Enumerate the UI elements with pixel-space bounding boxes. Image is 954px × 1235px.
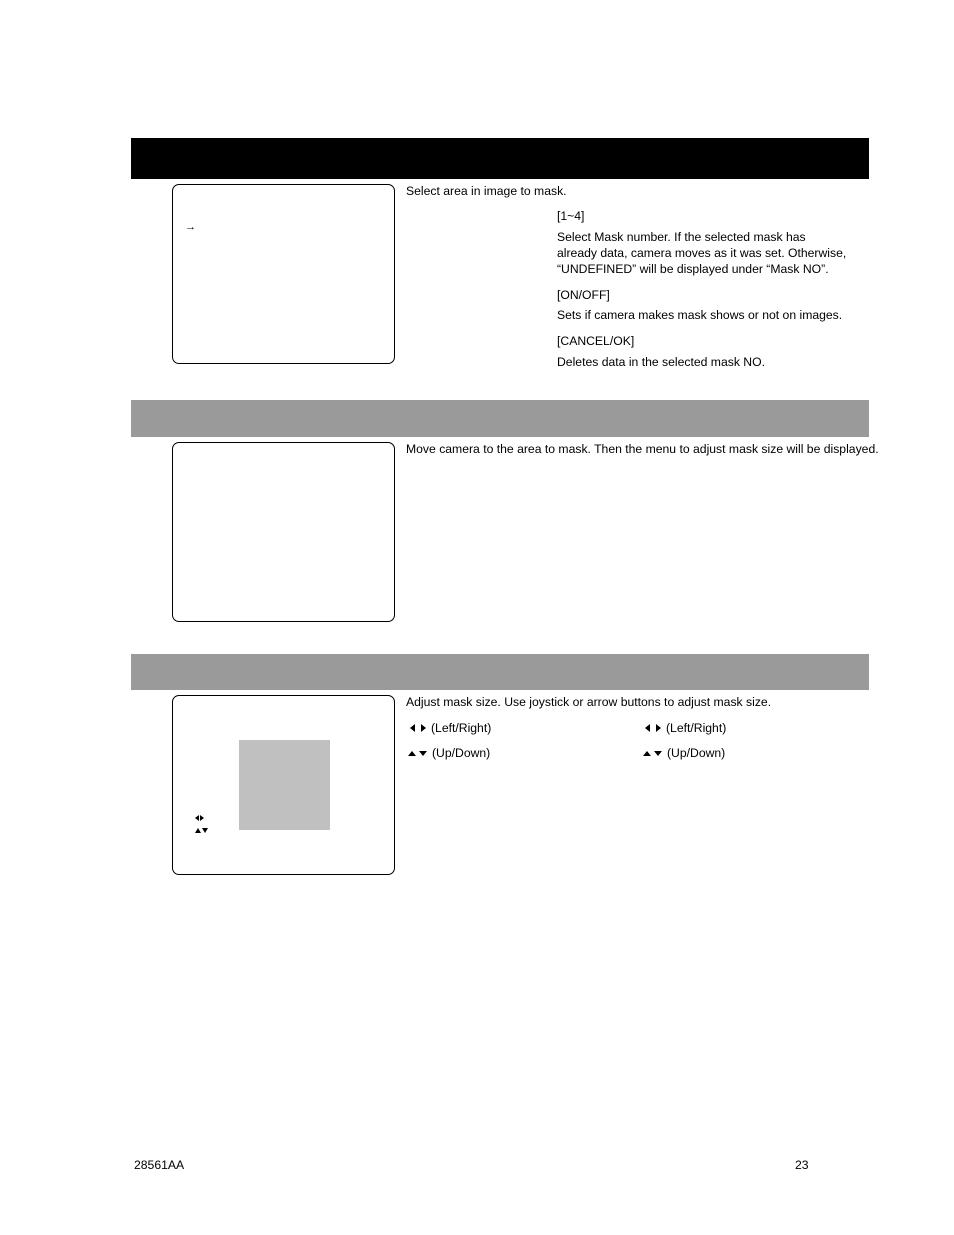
left-arrow-icon <box>410 724 415 732</box>
section2-description: Move camera to the area to mask. Then the menu to adjust mask size will be displayed. <box>406 442 879 456</box>
osd-screen-mask-size <box>172 695 395 875</box>
footer-doc-code: 28561AA <box>134 1158 185 1172</box>
control-label: (Left/Right) <box>666 721 727 735</box>
mask-area <box>239 740 330 830</box>
osd-screen-move-camera <box>172 442 395 622</box>
control-label: (Left/Right) <box>431 721 492 735</box>
control-left-right <box>410 720 491 736</box>
footer-page-number: 23 <box>795 1158 809 1172</box>
section-header-bar <box>131 400 869 437</box>
up-arrow-icon <box>408 751 416 756</box>
option-label-on-off: [ON/OFF] <box>557 288 610 302</box>
option-text-on-off: Sets if camera makes mask shows or not on images. <box>557 308 843 322</box>
cursor-arrow-icon: → <box>185 221 196 233</box>
down-arrow-icon <box>419 751 427 756</box>
left-right-arrows-icon <box>195 813 204 822</box>
control-label: (Up/Down) <box>432 746 491 760</box>
control-label: (Up/Down) <box>667 746 726 760</box>
left-arrow-icon <box>645 724 650 732</box>
section3-description: Adjust mask size. Use joystick or arrow buttons to adjust mask size. <box>406 695 772 709</box>
option-label-cancel-ok: [CANCEL/OK] <box>557 334 635 348</box>
down-arrow-icon <box>654 751 662 756</box>
section-header-bar <box>131 654 869 690</box>
section1-description: Select area in image to mask. <box>406 184 567 198</box>
control-up-down <box>408 745 490 761</box>
right-arrow-icon <box>656 724 661 732</box>
control-left-right <box>645 720 726 736</box>
option-label-mask-number: [1~4] <box>557 209 585 223</box>
right-arrow-icon <box>421 724 426 732</box>
up-arrow-icon <box>643 751 651 756</box>
up-down-arrows-icon <box>195 826 208 835</box>
option-text-cancel-ok: Deletes data in the selected mask NO. <box>557 355 765 369</box>
section-header-bar <box>131 138 869 179</box>
option-text-mask-number: Select Mask number. If the selected mask has already data, camera moves as it was set. Otherwise, “UNDEFINED” will be displayed under “Mask NO”. <box>557 230 847 276</box>
control-up-down <box>643 745 725 761</box>
osd-screen-mask-select <box>172 184 395 364</box>
